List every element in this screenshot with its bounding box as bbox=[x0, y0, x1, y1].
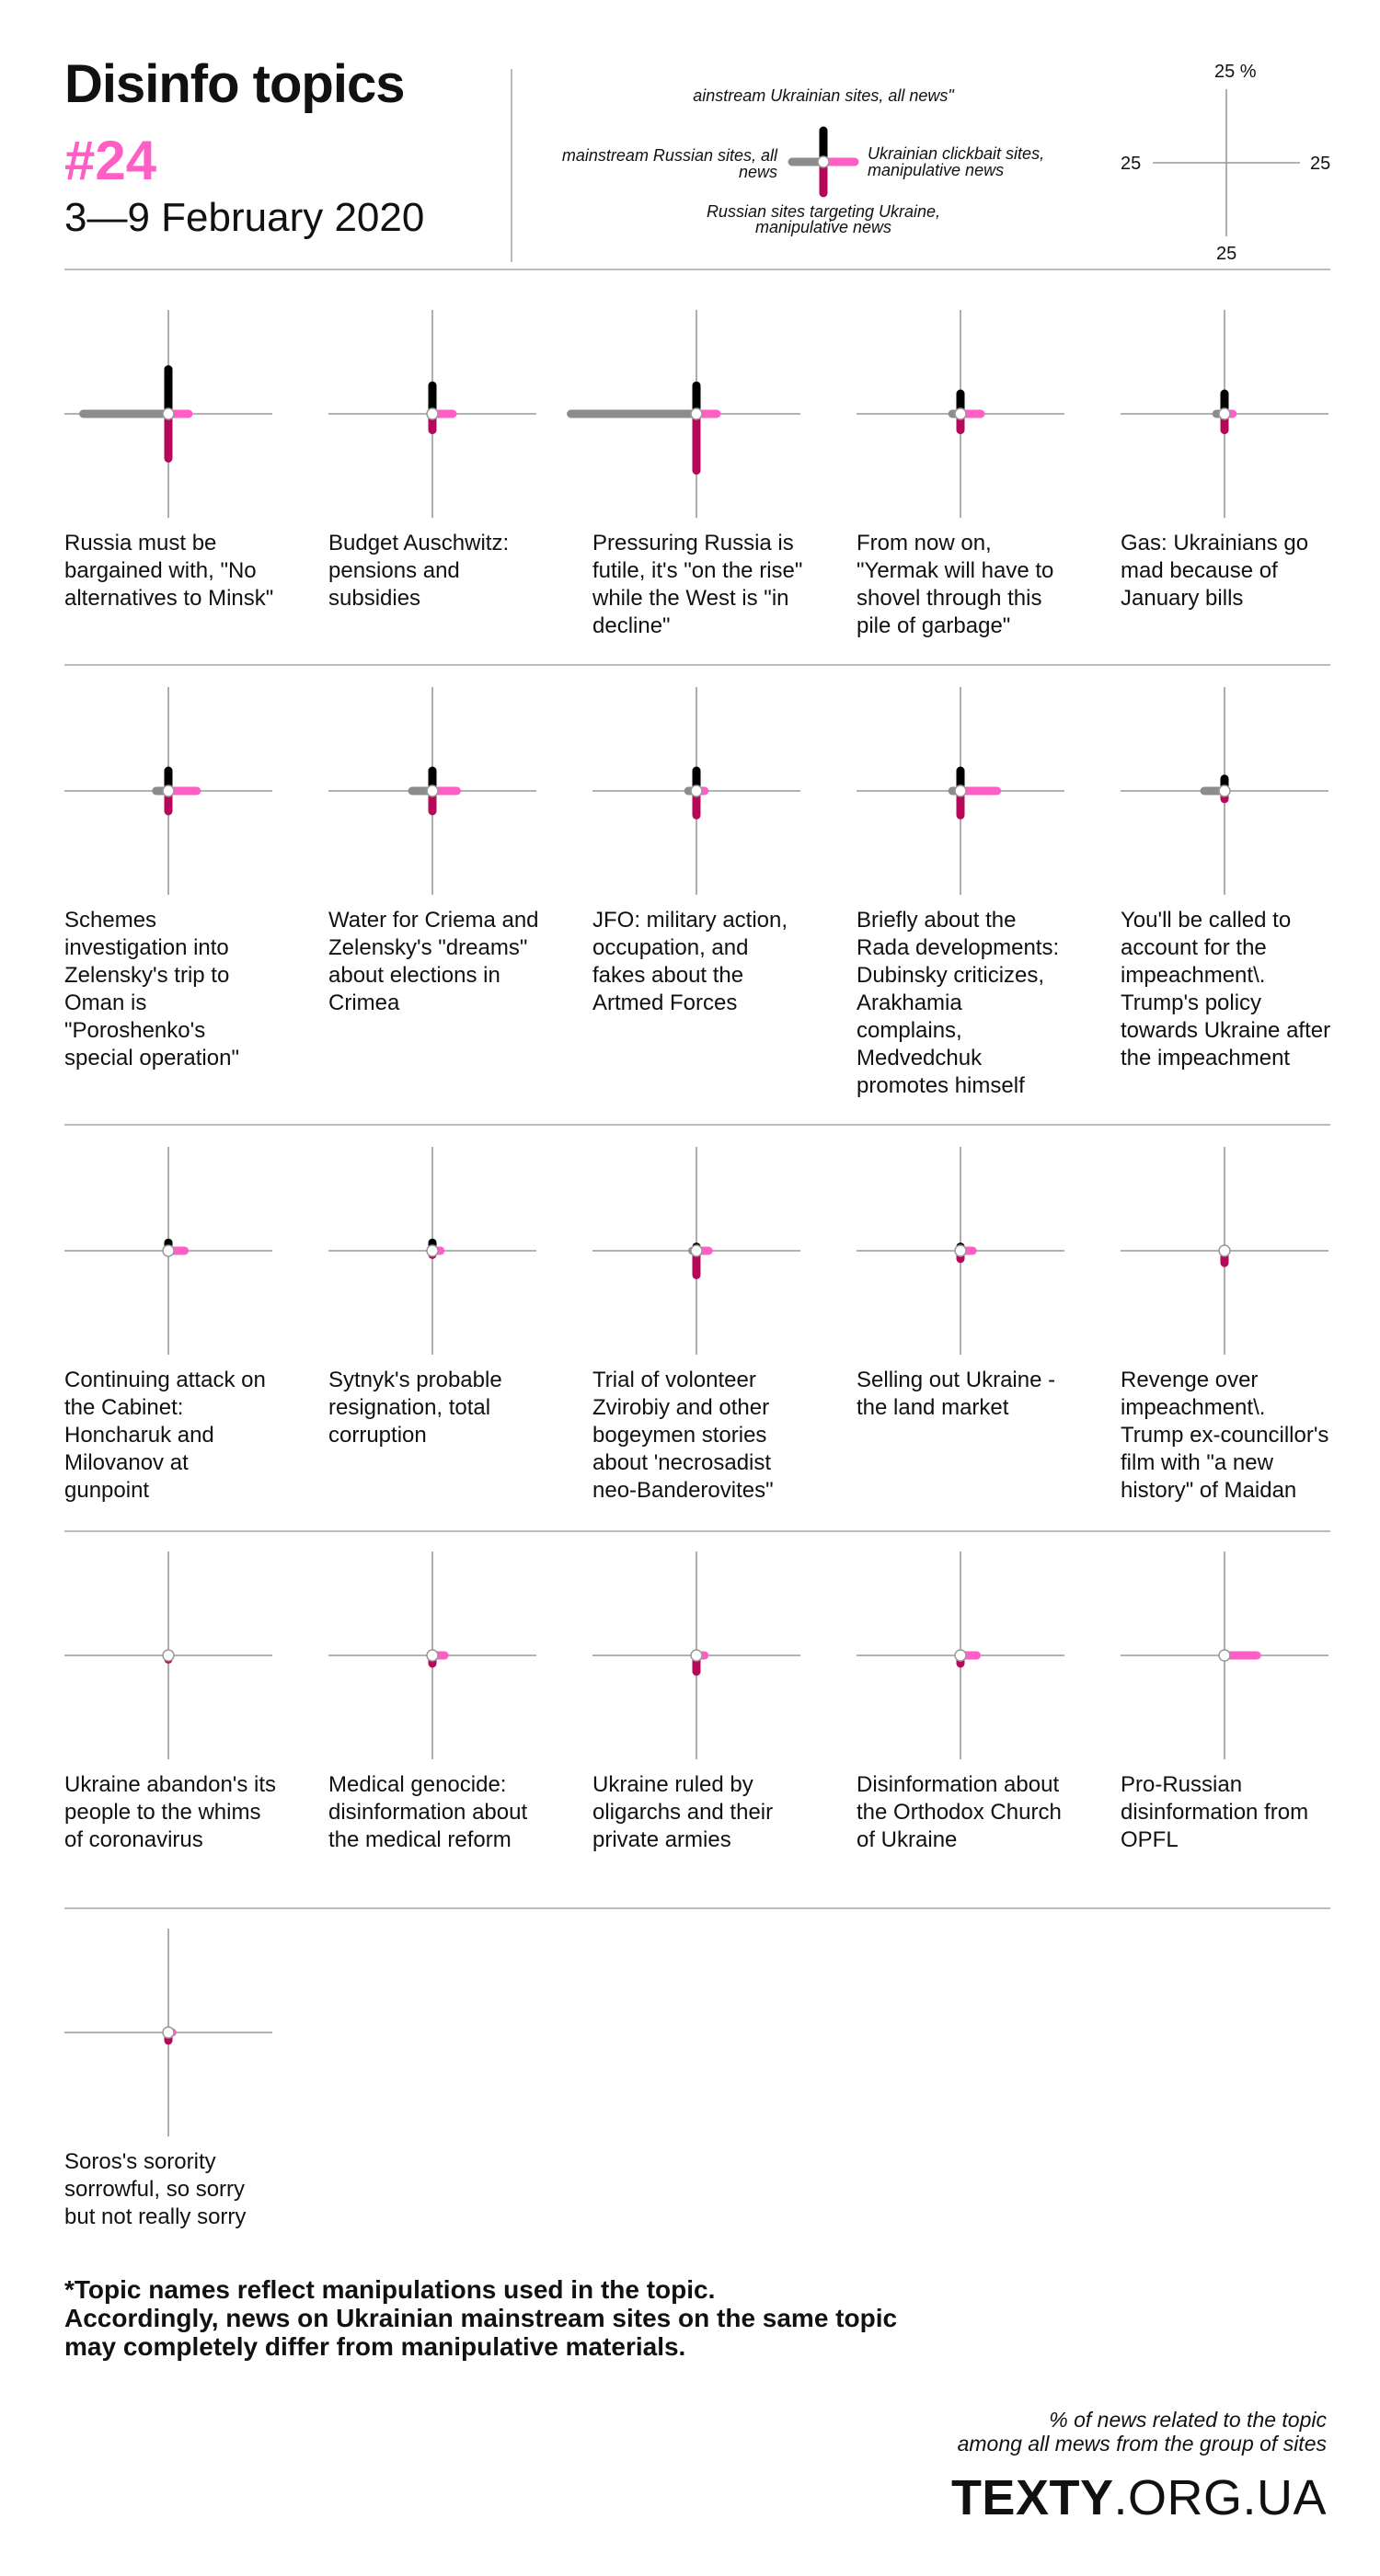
brand-bold: TEXTY bbox=[950, 2470, 1114, 2525]
topic-cross bbox=[857, 1147, 1064, 1355]
topic-cross bbox=[328, 1551, 536, 1759]
topic-label: Gas: Ukrainians go mad because of January bills bbox=[1121, 531, 1309, 611]
topic-cross bbox=[1121, 687, 1328, 895]
topic-cross bbox=[1121, 310, 1328, 518]
topic-cross bbox=[328, 1147, 536, 1355]
footnote bbox=[64, 2275, 1076, 2361]
scale-top-label: 25 % bbox=[1214, 62, 1257, 82]
topic-label: Disinformation about the Orthodox Church of Ukraine bbox=[857, 1772, 1062, 1852]
topic-cross bbox=[857, 310, 1064, 518]
center-dot bbox=[691, 1245, 702, 1256]
topic-cross bbox=[64, 687, 272, 895]
topic-label: Pro-Russian disinformation from OPFL bbox=[1121, 1772, 1309, 1852]
legend-left-label: mainstream Russian sites, all news bbox=[561, 146, 777, 181]
topic-label: JFO: military action, occupation, and fakes about the Artmed Forces bbox=[592, 908, 788, 1015]
topic-label: Pressuring Russia is futile, it's "on the rise" while the West is "in decline" bbox=[592, 531, 803, 638]
topic-label: Water for Criema and Zelensky's "dreams" about elections in Crimea bbox=[328, 908, 539, 1015]
issue-number: #24 bbox=[64, 130, 157, 191]
center-dot bbox=[1219, 1650, 1230, 1661]
topic-label: Soros's sorority sorrowful, so sorry but not really sorry bbox=[64, 2149, 247, 2229]
date-range: 3—9 February 2020 bbox=[64, 195, 425, 240]
footnote-line-3: may completely differ from manipulative materials. bbox=[64, 2332, 686, 2361]
center-dot bbox=[691, 408, 702, 419]
footnote-line-1: *Topic names reflect manipulations used in the topic. bbox=[64, 2275, 716, 2304]
scale-bottom-label: 25 bbox=[1216, 244, 1237, 264]
center-dot bbox=[1219, 1245, 1230, 1256]
scale-right-label: 25 bbox=[1310, 154, 1331, 174]
topic-cross bbox=[592, 687, 800, 895]
center-dot bbox=[163, 1650, 174, 1661]
center-dot bbox=[955, 1650, 966, 1661]
topic-label: Ukraine abandon's its people to the whims of coronavirus bbox=[64, 1772, 277, 1852]
center-dot bbox=[955, 785, 966, 796]
topic-cross bbox=[571, 310, 800, 518]
topic-cross bbox=[1121, 1551, 1328, 1759]
scale-note-line-1: % of news related to the topic bbox=[1049, 2408, 1327, 2432]
topic-label: From now on, "Yermak will have to shovel through this pile of garbage" bbox=[857, 531, 1054, 638]
brand-logo[interactable] bbox=[951, 2469, 1327, 2526]
center-dot bbox=[163, 1245, 174, 1256]
topic-cross bbox=[64, 1929, 272, 2136]
legend-bottom-label: Russian sites targeting Ukraine, manipulative news bbox=[706, 202, 941, 236]
topic-label: You'll be called to account for the impeachment\. Trump's policy towards Ukraine after the impeachment bbox=[1121, 908, 1331, 1070]
center-dot bbox=[427, 1245, 438, 1256]
topic-label: Briefly about the Rada developments: Dubinsky criticizes, Arakhamia complains, Medvedchuk promotes himself bbox=[857, 908, 1060, 1098]
topic-label: Trial of volonteer Zvirobiy and other bogeymen stories about 'necrosadist neo-Banderovites" bbox=[592, 1368, 774, 1503]
center-dot bbox=[691, 785, 702, 796]
center-dot bbox=[955, 408, 966, 419]
topic-cross bbox=[592, 1147, 800, 1355]
topic-cross bbox=[328, 687, 536, 895]
footnote-line-2: Accordingly, news on Ukrainian mainstream sites on the same topic bbox=[64, 2304, 898, 2332]
center-dot bbox=[163, 2027, 174, 2038]
scale-note bbox=[958, 2408, 1327, 2456]
topic-cross bbox=[64, 1147, 272, 1355]
topic-cross bbox=[64, 310, 272, 518]
topic-label: Russia must be bargained with, "No alternatives to Minsk" bbox=[64, 531, 274, 611]
page-title: Disinfo topics bbox=[64, 54, 405, 114]
topic-cross bbox=[328, 310, 536, 518]
topic-cross bbox=[857, 1551, 1064, 1759]
scale-left-label: 25 bbox=[1121, 154, 1142, 174]
topic-cross bbox=[1121, 1147, 1328, 1355]
topic-label: Ukraine ruled by oligarchs and their private armies bbox=[592, 1772, 774, 1852]
topic-label: Sytnyk's probable resignation, total corruption bbox=[328, 1368, 502, 1448]
topic-cross bbox=[592, 1551, 800, 1759]
topic-label: Continuing attack on the Cabinet: Honcharuk and Milovanov at gunpoint bbox=[64, 1368, 266, 1503]
legend-right-label: Ukrainian clickbait sites, manipulative news bbox=[868, 144, 1045, 179]
brand-rest: .ORG.UA bbox=[1113, 2470, 1327, 2525]
scale-note-line-2: among all mews from the group of sites bbox=[957, 2432, 1327, 2456]
center-dot bbox=[163, 785, 174, 796]
center-dot bbox=[427, 408, 438, 419]
topic-label: Revenge over impeachment\. Trump ex-councillor's film with "a new history" of Maidan bbox=[1121, 1368, 1329, 1503]
center-dot bbox=[427, 785, 438, 796]
center-dot bbox=[427, 1650, 438, 1661]
topic-label: Schemes investigation into Zelensky's trip to Oman is "Poroshenko's special operation" bbox=[64, 908, 239, 1070]
topic-label: Selling out Ukraine - the land market bbox=[857, 1368, 1056, 1420]
center-dot bbox=[1219, 785, 1230, 796]
center-dot bbox=[163, 408, 174, 419]
center-dot bbox=[691, 1650, 702, 1661]
legend-top-label: ainstream Ukrainian sites, all news" bbox=[693, 86, 954, 105]
center-dot bbox=[1219, 408, 1230, 419]
topic-label: Budget Auschwitz: pensions and subsidies bbox=[328, 531, 510, 611]
topic-label: Medical genocide: disinformation about the medical reform bbox=[328, 1772, 528, 1852]
topic-cross bbox=[64, 1551, 272, 1759]
center-dot bbox=[955, 1245, 966, 1256]
topic-cross bbox=[857, 687, 1064, 895]
